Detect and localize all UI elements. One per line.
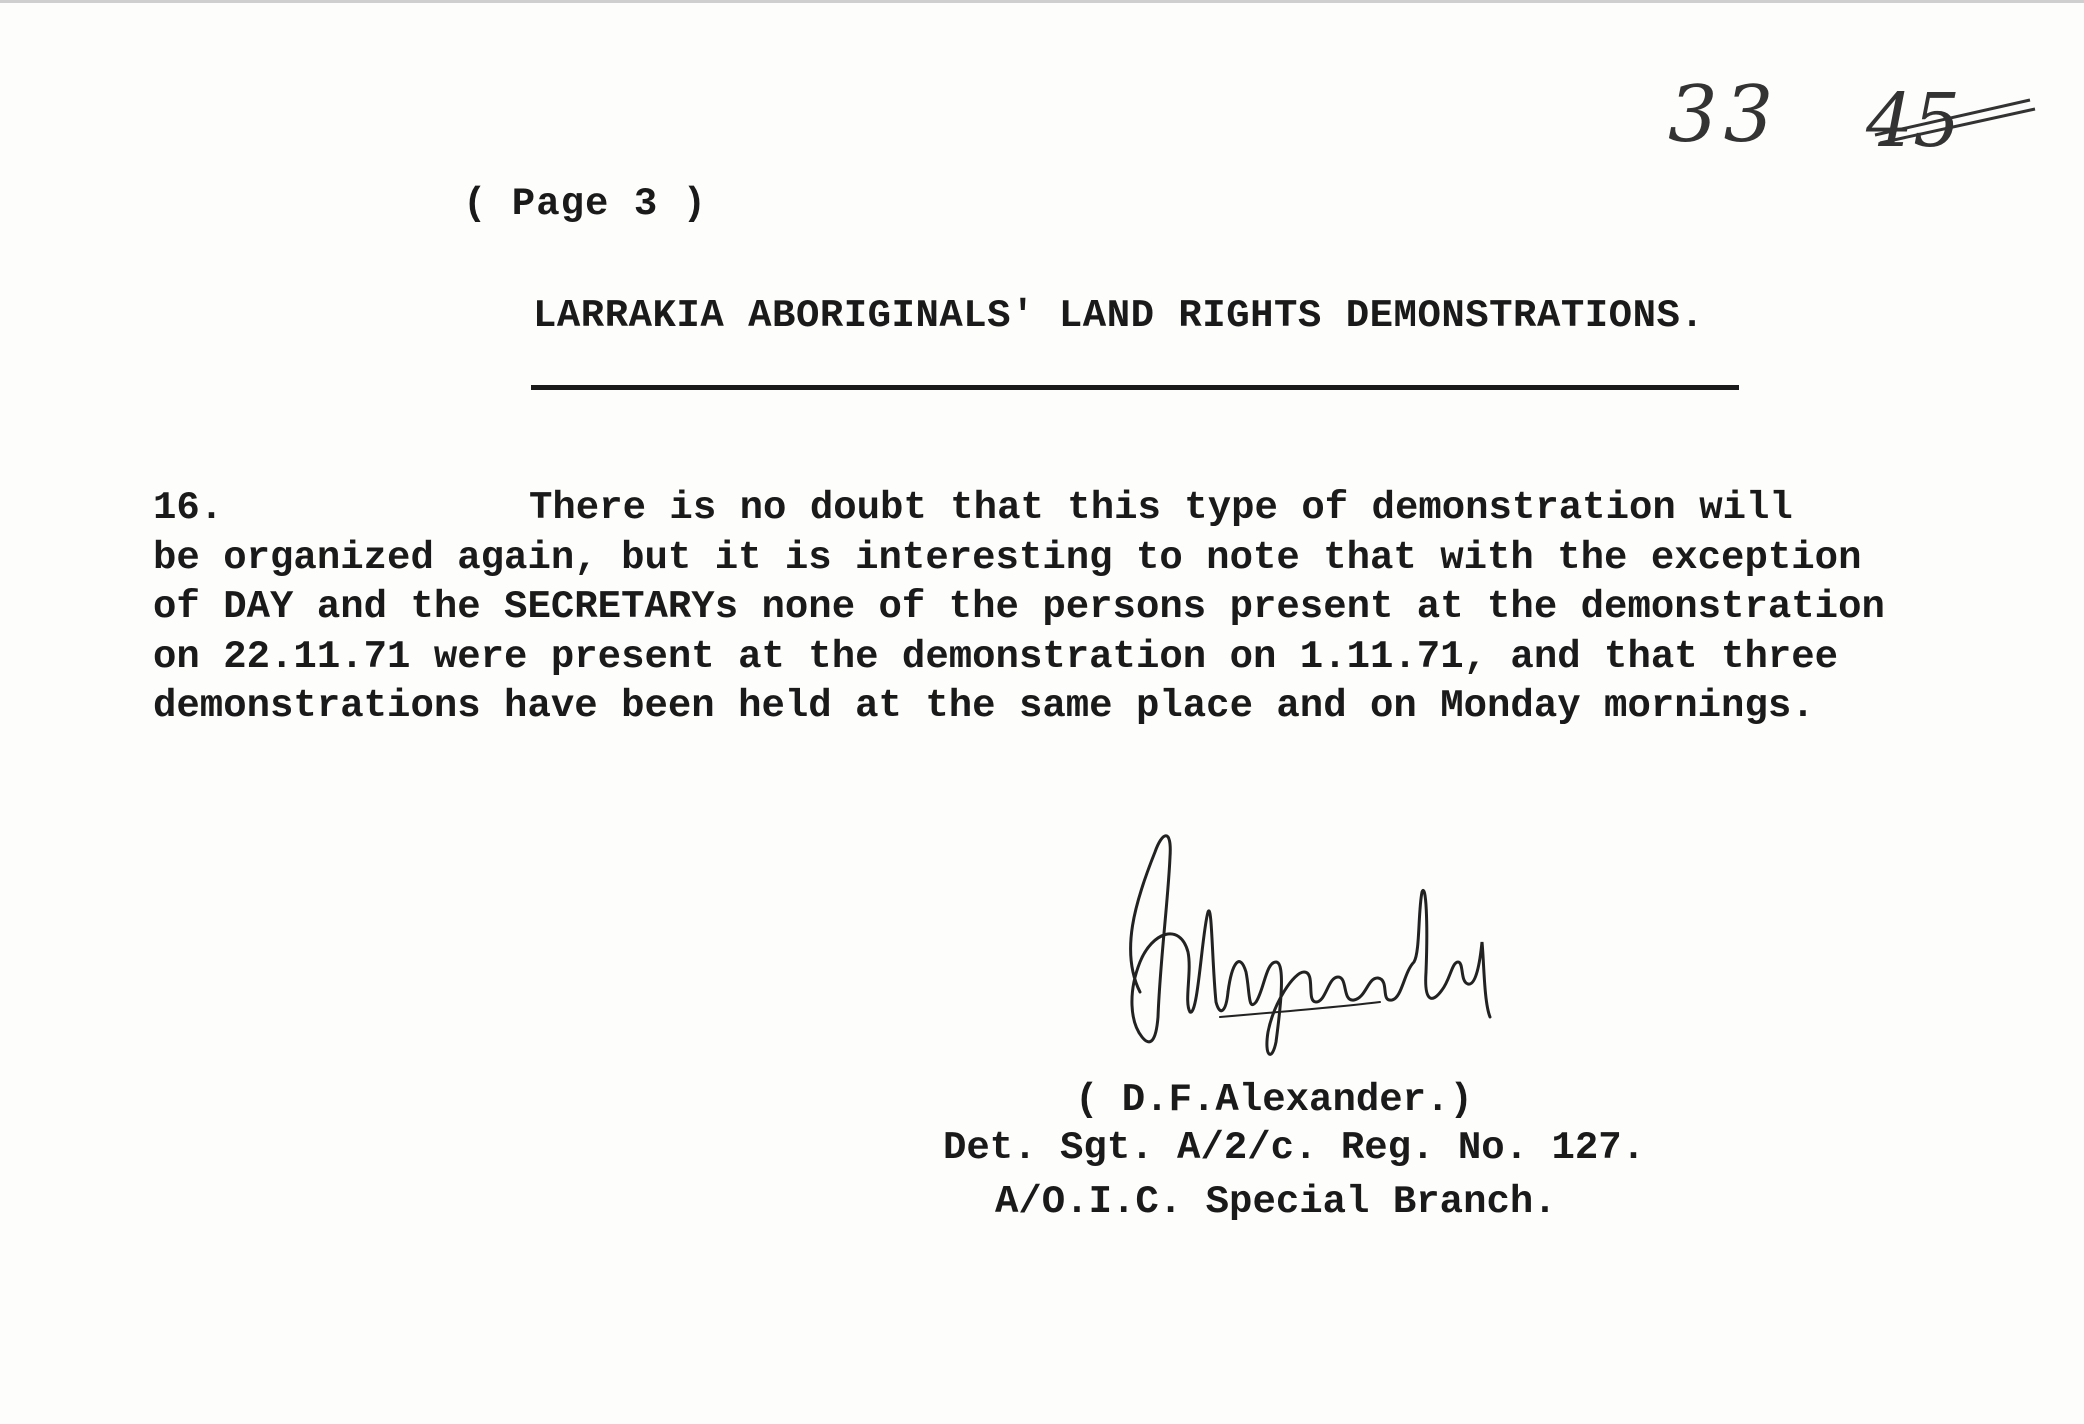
scan-edge [0, 0, 2084, 3]
signatory-rank: Det. Sgt. A/2/c. Reg. No. 127. [943, 1126, 1646, 1170]
paragraph-line: be organized again, but it is interesting to note that with the exception [153, 535, 1862, 580]
paragraph-line: 16. There is no doubt that this type of demonstration will [153, 484, 2033, 534]
document-heading: LARRAKIA ABORIGINALS' LAND RIGHTS DEMONSTRATIONS. [533, 294, 1705, 338]
folio-number: 33 [1668, 70, 1780, 160]
signatory-name: ( D.F.Alexander.) [1075, 1078, 1473, 1122]
signatory-office: A/O.I.C. Special Branch. [995, 1180, 1557, 1224]
paragraph-line: demonstrations have been held at the same place and on Monday mornings. [153, 684, 1815, 728]
heading-underline [531, 385, 1739, 390]
paragraph-number: 16. [153, 486, 224, 530]
handwritten-signature-icon [1080, 812, 1500, 1062]
strike-through-icon [1870, 95, 2040, 155]
paragraph-16 [153, 484, 2033, 732]
paragraph-line: of DAY and the SECRETARYs none of the persons present at the demonstration [153, 585, 1885, 629]
page-number: ( Page 3 ) [463, 182, 708, 226]
folio-number-struck: 45 [1866, 78, 1961, 164]
paragraph-line: on 22.11.71 were present at the demonstration on 1.11.71, and that three [153, 634, 1839, 679]
